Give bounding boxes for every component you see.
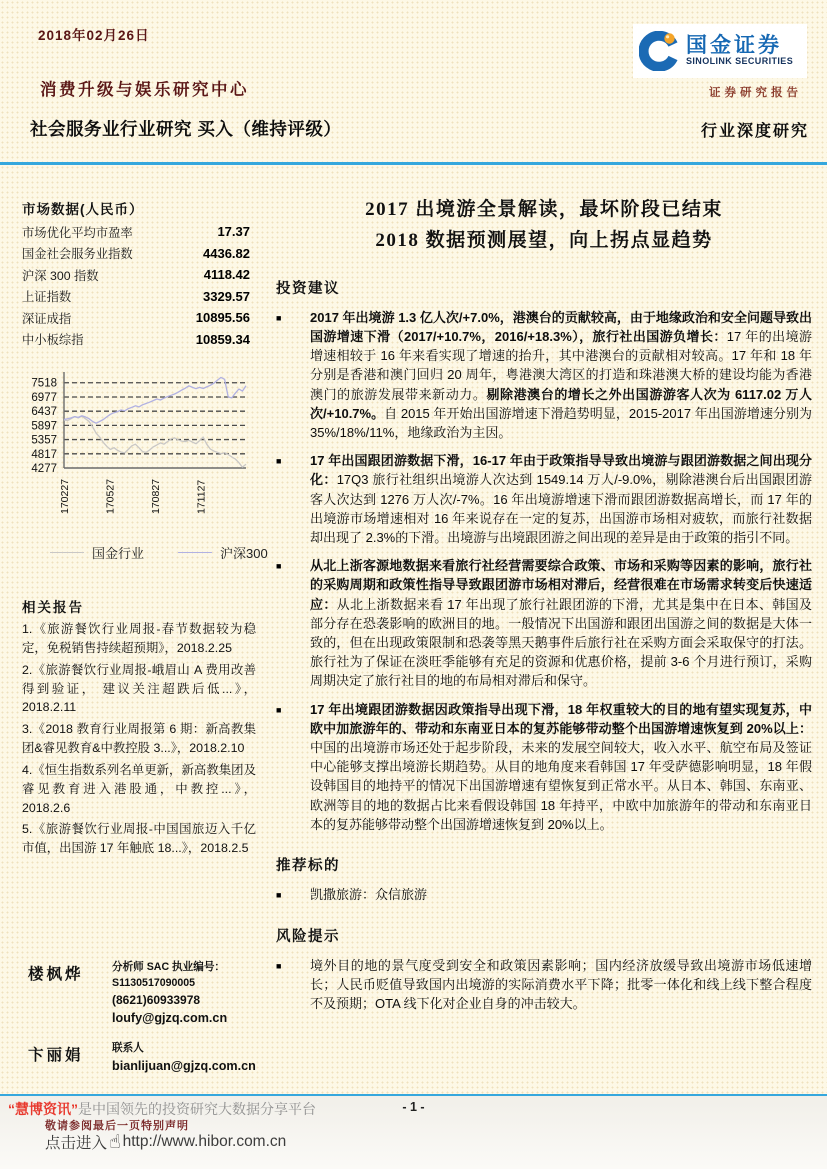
investment-bullet [276, 700, 812, 834]
svg-text:7518: 7518 [31, 377, 57, 390]
contact-name: 卞丽娟 [28, 1047, 84, 1065]
market-row-value: 10895.56 [195, 310, 250, 326]
sinolink-logo [633, 24, 807, 78]
market-performance-chart [20, 368, 254, 520]
header-divider [0, 162, 827, 165]
recommend-text: 凯撒旅游：众信旅游 [310, 886, 428, 902]
page-title-line2: 2018 数据预测展望，向上拐点显趋势 [375, 230, 713, 252]
list-item: 2.《旅游餐饮行业周报-峨眉山 A 费用改善得到验证， 建议关注超跌后低...》，2018.2.11 [22, 662, 256, 715]
market-data-title: 市场数据(人民币） [22, 202, 144, 217]
main-content [276, 194, 812, 1023]
bullet-body: 从北上浙数据来看 17 年出现了旅行社跟团游的下滑，尤其是集中在日本、韩国及部分存在恐袭影响的欧洲目的地。一般情况下出国游和跟团出国游之间的数据是大体一致的，但在出现政策限制和恐袭等黑天鹅事件后旅行社在采购方面会采取保守的打法。旅行社为了保证在淡旺季能够有充足的资源和优惠价格，提前 3-6 个月进行预订，采购周期决定了旅行社目的地的布局相对滞后和保守。 [310, 596, 812, 689]
analyst-block [28, 960, 264, 1090]
analyst-row [28, 1041, 264, 1075]
bullet-body: 17Q3 旅行社组织出境游人次达到 1549.14 万人/-9.0%，剔除港澳台后出国跟团游客人次达到 1276 万人次/-7%。16 年出境游增速下滑而跟团游数据高增长，而 17 年的出境游市场增速相对 16 年来说存在一定的复苏，出国游市场相对疲软，而旅行社数据却出现了 2.3%的下滑。出境游与出境跟团游之间出现的差异是由于政策的指引不同。 [310, 472, 812, 545]
related-reports-title: 相关报告 [22, 600, 84, 615]
list-item: 4.《恒生指数系列名单更新，新高教集团及睿见教育进入港股通，中教控...》，2018.2.6 [22, 762, 256, 815]
hibor-brand: “慧博资讯” [8, 1101, 78, 1117]
bullet-lead: 2017 年出境游 1.3 亿人次/+7.0%，港澳台的贡献较高，由于地缘政治和安全问题导致出国游增速下滑（2017/+10.7%，2016/+18.3%），旅行社出国游负增长： [310, 309, 812, 344]
analyst-email: loufy@gjzq.com.cn [112, 1011, 228, 1026]
report-tagline: 证券研究报告 [709, 87, 802, 99]
section-title-recommend: 推荐标的 [276, 857, 340, 874]
analyst-cert: 分析师 SAC 执业编号：S1130517090005 [112, 961, 226, 989]
contact-role: 联系人 [112, 1042, 144, 1055]
analyst-name: 楼枫烨 [28, 966, 84, 983]
market-row-value: 10859.34 [195, 331, 250, 347]
section-title-investment: 投资建议 [276, 280, 340, 297]
market-row-label: 深证成指 [22, 311, 72, 326]
list-item: 3.《2018 教育行业周报第 6 期：新高教集团&睿见教育&中教控股 3...》，2018.2.10 [22, 722, 256, 756]
hand-cursor-icon[interactable]: ☝ [109, 1130, 121, 1153]
svg-text:6437: 6437 [31, 406, 57, 419]
svg-text:171127: 171127 [195, 479, 208, 514]
page-title-line1: 2017 出境游全景解读，最坏阶段已结束 [365, 199, 723, 220]
svg-text:170227: 170227 [59, 478, 71, 514]
legend-line-sample-hs300 [178, 552, 212, 553]
bullet-lead: 17 年出国跟团游数据下滑，16-17 年由于政策指导导致出境游与跟团游数据之间出现分化： [310, 453, 812, 488]
report-date: 2018年02月26日 [38, 28, 150, 43]
market-row-value: 4118.42 [203, 267, 250, 283]
table-row [22, 264, 250, 286]
bullet-highlight: 剔除港澳台的增长之外出国游游客人次为 6117.02 万人次/+10.7%。 [310, 386, 812, 421]
svg-text:4817: 4817 [31, 448, 57, 461]
legend-item [50, 543, 144, 562]
section-title-risk: 风险提示 [276, 928, 340, 945]
bullet-marker: ■ [276, 889, 282, 900]
footer-disclaimer: 敬请参阅最后一页特别声明 [45, 1120, 189, 1132]
hibor-url-link[interactable]: http://www.hibor.com.cn [122, 1133, 287, 1150]
recommend-bullet [276, 885, 812, 905]
market-row-value: 4436.82 [203, 245, 250, 261]
hibor-link-row [45, 1131, 286, 1153]
table-row [22, 221, 250, 243]
analyst-row [28, 960, 264, 1027]
legend-item [178, 543, 268, 562]
bullet-lead: 17 年出境跟团游数据因政策指导出现下滑，18 年权重较大的目的地有望实现复苏，中欧中加旅游年的、带动和东南亚日本的复苏能够带动整个出国游增速恢复到 20%以上： [310, 701, 812, 736]
bullet-marker: ■ [276, 704, 282, 715]
svg-text:5897: 5897 [31, 420, 57, 433]
industry-report-title: 社会服务业行业研究 买入（维持评级） [30, 119, 342, 139]
svg-text:4277: 4277 [31, 463, 57, 475]
market-row-label: 国金社会服务业指数 [22, 247, 133, 262]
list-item: 1.《旅游餐饮行业周报-春节数据较为稳定，免税销售持续超预期》，2018.2.25 [22, 622, 256, 655]
bullet-lead: 从北上浙客源地数据来看旅行社经营需要综合政策、市场和采购等因素的影响，旅行社的采购周期和政策性指导导致跟团游市场相对滞后，经营很难在市场需求转变后快速适应： [310, 558, 812, 612]
research-center-name: 消费升级与娱乐研究中心 [40, 80, 249, 99]
bullet-marker: ■ [276, 960, 282, 971]
market-row-label: 上证指数 [22, 290, 72, 305]
market-row-label: 沪深 300 指数 [22, 268, 99, 283]
bullet-body: 17 年的出境游增速相较于 16 年来看实现了增速的抬升，其中港澳台的贡献相对较高。17 年和 18 年分别是香港和澳门回归 20 周年，粤港澳大湾区的打造和珠港澳大桥的建设均能为香港澳门的旅游发展带来新动力。 [310, 328, 812, 402]
market-chart-svg [20, 368, 254, 520]
risk-bullet [276, 956, 812, 1014]
risk-text: 境外目的地的景气度受到安全和政策因素影响；国内经济放缓导致出境游市场低速增长；人民币贬值导致国内出境游的实际消费水平下降；批零一体化和线上线下整合程度不及预期；OTA 线下化对企业自身的冲击较大。 [310, 957, 812, 1012]
sinolink-logo-icon [639, 31, 679, 71]
bullet-body: 中国的出境游市场还处于起步阶段，未来的发展空间较大，收入水平、航空布局及签证中心能够支撑出境游长期趋势。从目的地角度来看韩国 17 年受萨德影响明显，18 年假设韩国目的地持平的情况下出国游增速有望恢复到正常水平。从日本、韩国、东南亚、欧洲等目的地的数据占比来看假设韩国 18 年持平，中欧中加旅游年的带动和东南亚日本的复苏能够带动整个出国游增速恢复到 20%以上。 [310, 739, 812, 832]
market-row-label: 市场优化平均市盈率 [22, 225, 133, 240]
contact-email: bianlijuan@gjzq.com.cn [112, 1059, 256, 1074]
table-row [22, 329, 250, 351]
page-number: - 1 - [402, 1100, 425, 1114]
link-prefix: 点击进入 [45, 1135, 108, 1152]
bullet-marker: ■ [276, 456, 282, 467]
svg-text:170827: 170827 [150, 478, 162, 514]
svg-text:6977: 6977 [31, 391, 57, 404]
bullet-body: 自 2015 年开始出国游增速下滑趋势明显，2015-2017 年出国游增速分别为 35%/18%/11%，地缘政治为主因。 [310, 405, 812, 440]
related-reports-list [22, 620, 256, 861]
chart-legend [50, 543, 268, 562]
svg-text:5357: 5357 [31, 434, 57, 447]
market-row-label: 中小板综指 [22, 333, 84, 348]
investment-bullet [276, 556, 812, 690]
market-data-table [22, 221, 250, 350]
table-row [22, 243, 250, 265]
brand-name-cn: 国金证券 [686, 34, 782, 58]
analyst-phone: (8621)60933978 [112, 992, 201, 1007]
brand-name-en: SINOLINK SECURITIES [686, 56, 794, 67]
market-row-value: 3329.57 [203, 288, 250, 304]
list-item: 5.《旅游餐饮行业周报-中国国旅迈入千亿市值，出国游 17 年触底 18...》，2018.2.5 [22, 822, 256, 856]
bullet-marker: ■ [276, 561, 282, 572]
hibor-description: 是中国领先的投资研究大数据分享平台 [78, 1101, 316, 1117]
legend-line-sample-guojin [50, 552, 84, 553]
bullet-marker: ■ [276, 312, 282, 323]
svg-text:170527: 170527 [104, 478, 117, 514]
legend-label: 国金行业 [92, 546, 145, 561]
report-type-label: 行业深度研究 [700, 123, 809, 140]
table-row [22, 307, 250, 329]
investment-bullet [276, 308, 812, 442]
market-row-value: 17.37 [217, 224, 250, 240]
table-row [22, 286, 250, 308]
legend-label: 沪深300 [220, 546, 268, 561]
investment-bullet [276, 451, 812, 547]
